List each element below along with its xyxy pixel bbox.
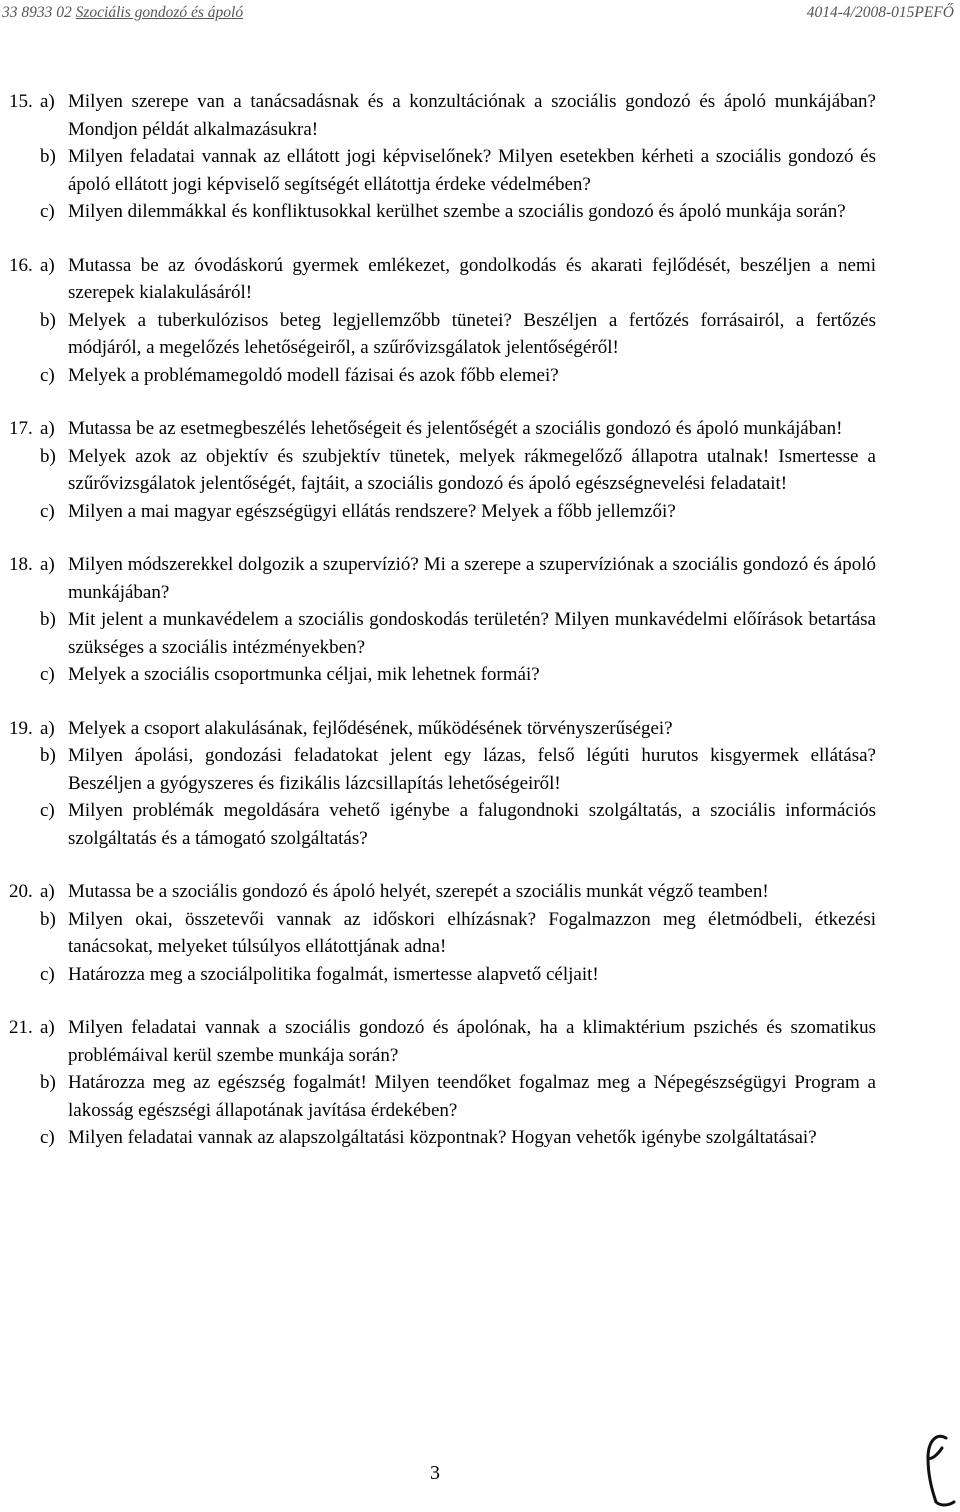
question-part-label: c) xyxy=(40,1127,55,1148)
question-part-text: Milyen feladatai vannak az alapszolgáltatási központnak? Hogyan vehetők igénybe szolgáltatásai? xyxy=(68,1127,817,1148)
question-item xyxy=(0,715,960,853)
question-part xyxy=(0,742,960,797)
question-part-text: Milyen a mai magyar egészségügyi ellátás rendszere? Melyek a főbb jellemzői? xyxy=(68,500,676,522)
question-number: 16. xyxy=(9,254,33,276)
question-part-label: c) xyxy=(40,800,55,821)
question-part-label: b) xyxy=(40,908,56,930)
question-part xyxy=(0,307,960,362)
question-part-label: a) xyxy=(40,881,55,902)
question-part-text: Milyen ápolási, gondozási feladatokat jelent egy lázas, felső légúti hurutos kisgyermek ellátása? Beszéljen a gyógyszeres és fizikális lázcsillapítás lehetőségeiről! xyxy=(68,745,876,794)
question-part-text: Milyen dilemmákkal és konfliktusokkal kerülhet szembe a szociális gondozó és ápoló munkája során? xyxy=(68,201,846,222)
question-part-text: Határozza meg az egészség fogalmát! Milyen teendőket fogalmaz meg a Népegészségügyi Program a lakosság egészségi állapotának javítása érdekében? xyxy=(68,1072,876,1121)
question-part-label: b) xyxy=(40,445,56,467)
question-part-label: a) xyxy=(40,418,55,439)
question-part xyxy=(0,797,960,852)
question-part-text: Melyek a tuberkulózisos beteg legjellemzőbb tünetei? Beszéljen a fertőzés forrásairól, a fertőzés módjáról, a megelőzés lehetőségeiről, a szűrővizsgálatok jelentőségéről! xyxy=(68,309,876,358)
question-item xyxy=(0,415,960,525)
question-part xyxy=(0,906,960,961)
question-part xyxy=(0,551,960,606)
question-part xyxy=(0,715,960,743)
question-part xyxy=(0,1124,960,1152)
question-part-text: Mutassa be az óvodáskorú gyermek emlékezet, gondolkodás és akarati fejlődését, beszéljen a nemi szerepek kialakulásáról! xyxy=(68,254,876,303)
question-list xyxy=(0,88,960,1178)
question-item xyxy=(0,1014,960,1152)
question-part-label: a) xyxy=(40,554,55,575)
question-part-text: Melyek a szociális csoportmunka céljai, mik lehetnek formái? xyxy=(68,664,540,685)
question-part-label: b) xyxy=(40,146,56,167)
question-part xyxy=(0,143,960,198)
header-qualification-code: 33 8933 02 xyxy=(2,4,72,21)
question-part-text: Milyen okai, összetevői vannak az időskori elhízásnak? Fogalmazzon meg életmódbeli, étkezési tanácsokat, melyeket túlsúlyos ellátottjának adna! xyxy=(68,908,876,957)
question-part xyxy=(0,1069,960,1124)
question-part-label: c) xyxy=(40,364,55,386)
question-item xyxy=(0,88,960,226)
question-part-label: c) xyxy=(40,963,55,985)
page-header xyxy=(0,0,960,30)
question-part-text: Milyen problémák megoldására vehető igénybe a falugondnoki szolgáltatás, a szociális információs szolgáltatás és a támogató szolgáltatás? xyxy=(68,800,876,849)
question-part-text: Melyek a problémamegoldó modell fázisai és azok főbb elemei? xyxy=(68,364,559,386)
question-part-text: Mutassa be a szociális gondozó és ápoló helyét, szerepét a szociális munkát végző teamben! xyxy=(68,881,769,902)
header-qualification-title[interactable]: Szociális gondozó és ápoló xyxy=(75,4,244,21)
question-number: 19. xyxy=(9,717,33,739)
question-part-text: Milyen feladatai vannak az ellátott jogi képviselőnek? Milyen esetekben kérheti a szociális gondozó és ápoló ellátott jogi képviselő segítségét ellátottja érdeke védelmében? xyxy=(68,146,876,195)
question-part-label: b) xyxy=(40,309,56,331)
question-part xyxy=(0,961,960,989)
question-part xyxy=(0,878,960,906)
question-part-label: b) xyxy=(40,609,56,630)
question-part xyxy=(0,252,960,307)
header-left xyxy=(2,4,243,22)
question-part-text: Mit jelent a munkavédelem a szociális gondoskodás területén? Milyen munkavédelmi előírások betartása szükséges a szociális intézményekben? xyxy=(68,609,876,658)
question-part xyxy=(0,1014,960,1069)
question-part xyxy=(0,415,960,443)
question-part-label: c) xyxy=(40,201,55,222)
question-number: 21. xyxy=(9,1017,33,1038)
question-part-label: a) xyxy=(40,1017,55,1038)
question-part-text: Milyen módszerekkel dolgozik a szupervízió? Mi a szerepe a szupervíziónak a szociális gondozó és ápoló munkájában? xyxy=(68,554,876,603)
question-number: 18. xyxy=(9,554,33,575)
question-part-text: Milyen feladatai vannak a szociális gondozó és ápolónak, ha a klimaktérium pszichés és szomatikus problémáival kerül szembe munkája során? xyxy=(68,1017,876,1066)
question-number: 17. xyxy=(9,418,33,439)
question-part-label: a) xyxy=(40,254,55,276)
question-part-label: b) xyxy=(40,1072,56,1093)
page-number: 3 xyxy=(430,1462,440,1484)
question-part-text: Melyek a csoport alakulásának, fejlődésének, működésének törvényszerűségei? xyxy=(68,717,673,739)
question-part-text: Mutassa be az esetmegbeszélés lehetőségeit és jelentőségét a szociális gondozó és ápoló munkájában! xyxy=(68,418,843,439)
question-part-label: a) xyxy=(40,91,55,112)
question-number: 20. xyxy=(9,881,33,902)
question-part-label: c) xyxy=(40,664,55,685)
question-item xyxy=(0,551,960,689)
question-part xyxy=(0,606,960,661)
question-part-label: c) xyxy=(40,500,55,522)
header-document-code: 4014-4/2008-015PEFŐ xyxy=(806,4,954,21)
question-part-text: Milyen szerepe van a tanácsadásnak és a konzultációnak a szociális gondozó és ápoló munkájában? Mondjon példát alkalmazásukra! xyxy=(68,91,876,140)
handwritten-mark xyxy=(918,1430,958,1510)
question-number: 15. xyxy=(9,91,33,112)
question-item xyxy=(0,252,960,390)
question-item xyxy=(0,878,960,988)
question-part xyxy=(0,661,960,689)
question-part-label: a) xyxy=(40,717,55,739)
question-part-text: Határozza meg a szociálpolitika fogalmát, ismertesse alapvető céljait! xyxy=(68,963,599,985)
question-part-text: Melyek azok az objektív és szubjektív tünetek, melyek rákmegelőző állapotra utalnak! Ismertesse a szűrővizsgálatok jelentőségét, fajtáit, a szociális gondozó és ápoló egészségnevelési feladatait! xyxy=(68,445,876,494)
question-part xyxy=(0,198,960,226)
question-part xyxy=(0,88,960,143)
question-part xyxy=(0,362,960,390)
question-part xyxy=(0,443,960,498)
question-part xyxy=(0,498,960,526)
question-part-label: b) xyxy=(40,745,56,766)
